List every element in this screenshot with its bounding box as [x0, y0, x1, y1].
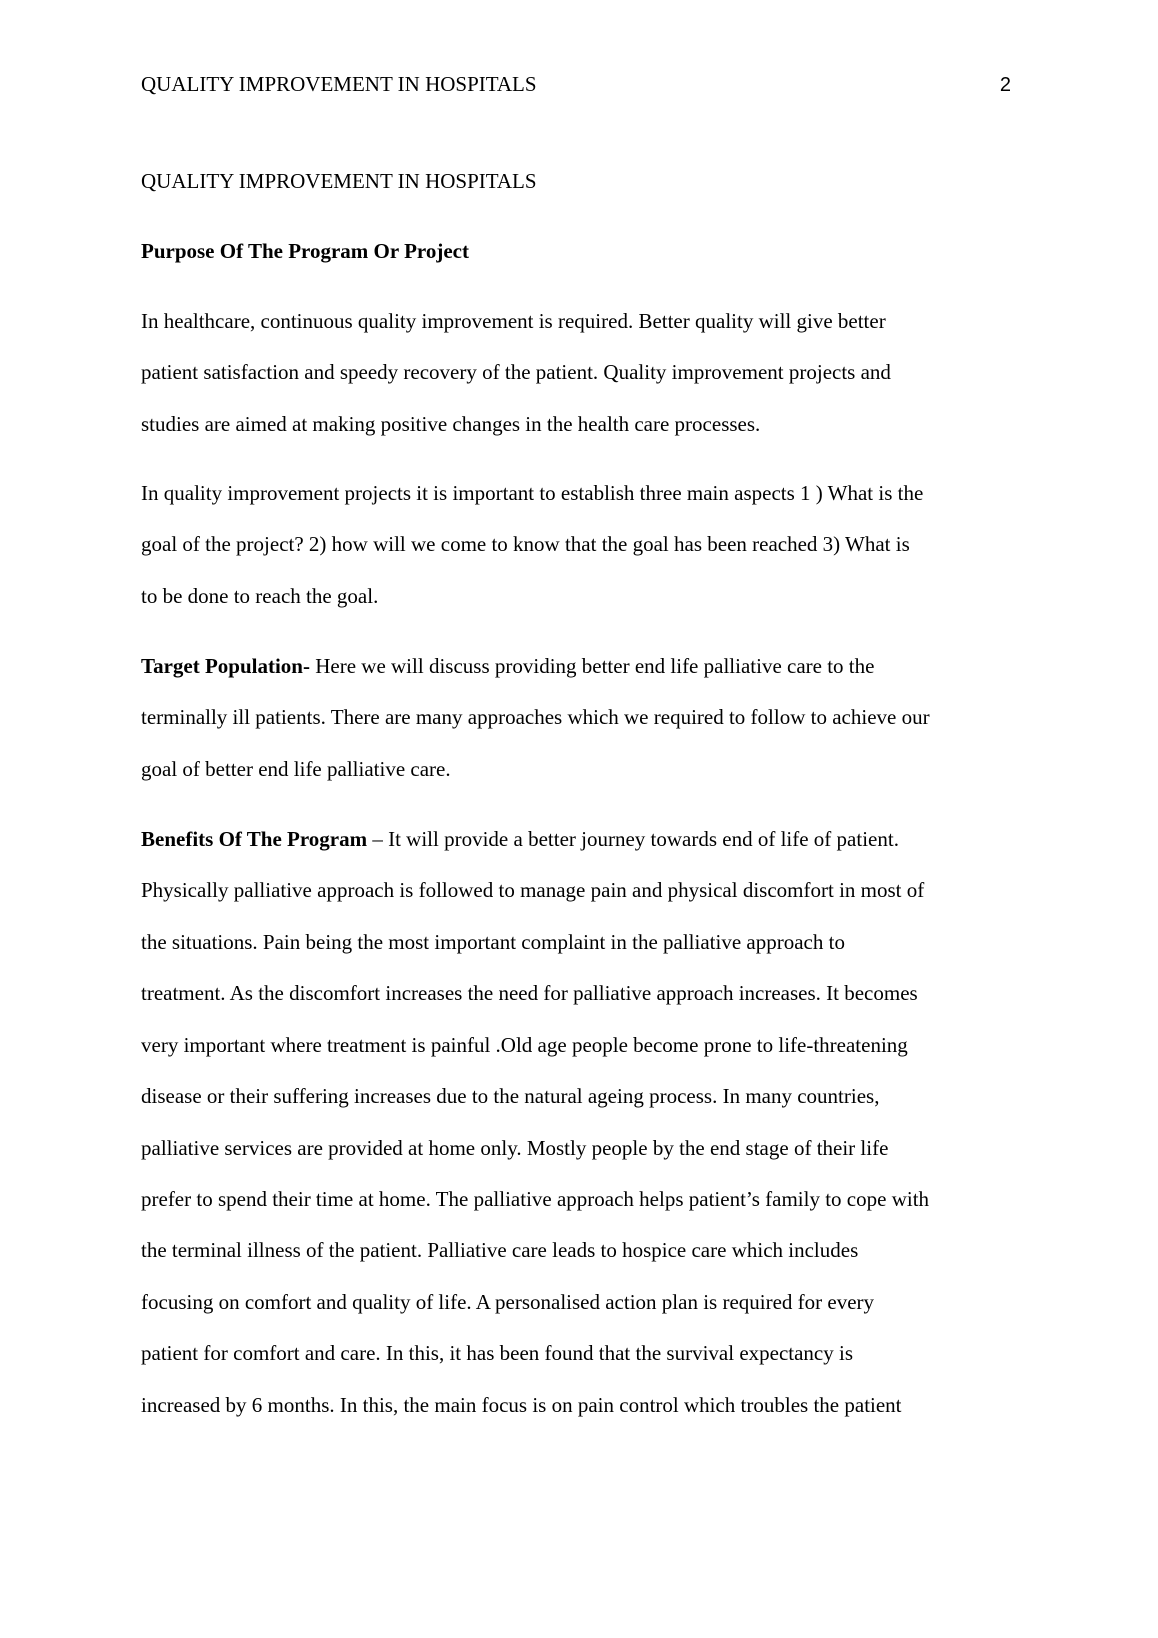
paragraph-line: to be done to reach the goal. [141, 584, 379, 608]
paragraph-line: the situations. Pain being the most important complaint in the palliative approach to [141, 930, 845, 954]
paragraph-line: the terminal illness of the patient. Palliative care leads to hospice care which includes [141, 1238, 859, 1262]
target-population-text: Here we will discuss providing better end life palliative care to the [309, 654, 875, 678]
paragraph-line: patient satisfaction and speedy recovery of the patient. Quality improvement projects and [141, 360, 891, 384]
benefits-label: Benefits Of The Program [141, 827, 368, 851]
paragraph-line: focusing on comfort and quality of life. A personalised action plan is required for every [141, 1290, 875, 1314]
paragraph-line: treatment. As the discomfort increases the need for palliative approach increases. It becomes [141, 981, 918, 1005]
paragraph-line: prefer to spend their time at home. The palliative approach helps patient’s family to cope with [141, 1187, 930, 1211]
paragraph-line: goal of the project? 2) how will we come to know that the goal has been reached 3) What is [141, 532, 910, 556]
benefits-first-line [141, 825, 899, 853]
page-number: 2 [999, 74, 1011, 96]
section-heading-purpose [141, 237, 469, 265]
running-head: QUALITY IMPROVEMENT IN HOSPITALS [141, 72, 537, 96]
paragraph-line: palliative services are provided at home only. Mostly people by the end stage of their life [141, 1136, 889, 1160]
paragraph-line: disease or their suffering increases due to the natural ageing process. In many countries, [141, 1084, 880, 1108]
paragraph-line: patient for comfort and care. In this, it has been found that the survival expectancy is [141, 1341, 854, 1365]
paragraph-line: In quality improvement projects it is important to establish three main aspects 1 ) What is the [141, 481, 924, 505]
document-title: QUALITY IMPROVEMENT IN HOSPITALS [141, 169, 537, 193]
paragraph-line: very important where treatment is painful .Old age people become prone to life-threatening [141, 1033, 908, 1057]
target-population-label: Target Population- [141, 654, 310, 678]
paragraph-line: increased by 6 months. In this, the main focus is on pain control which troubles the patient [141, 1393, 902, 1417]
benefits-text: – It will provide a better journey towards end of life of patient. [367, 827, 899, 851]
paragraph-line: studies are aimed at making positive changes in the health care processes. [141, 412, 761, 436]
paragraph-line: In healthcare, continuous quality improvement is required. Better quality will give better [141, 309, 886, 333]
paragraph-line: Physically palliative approach is followed to manage pain and physical discomfort in most of [141, 878, 925, 902]
paragraph-line: goal of better end life palliative care. [141, 757, 451, 781]
target-population-first-line [141, 652, 874, 680]
paragraph-line: terminally ill patients. There are many approaches which we required to follow to achieve our [141, 705, 930, 729]
section-heading-purpose-text: Purpose Of The Program Or Project [141, 239, 469, 263]
